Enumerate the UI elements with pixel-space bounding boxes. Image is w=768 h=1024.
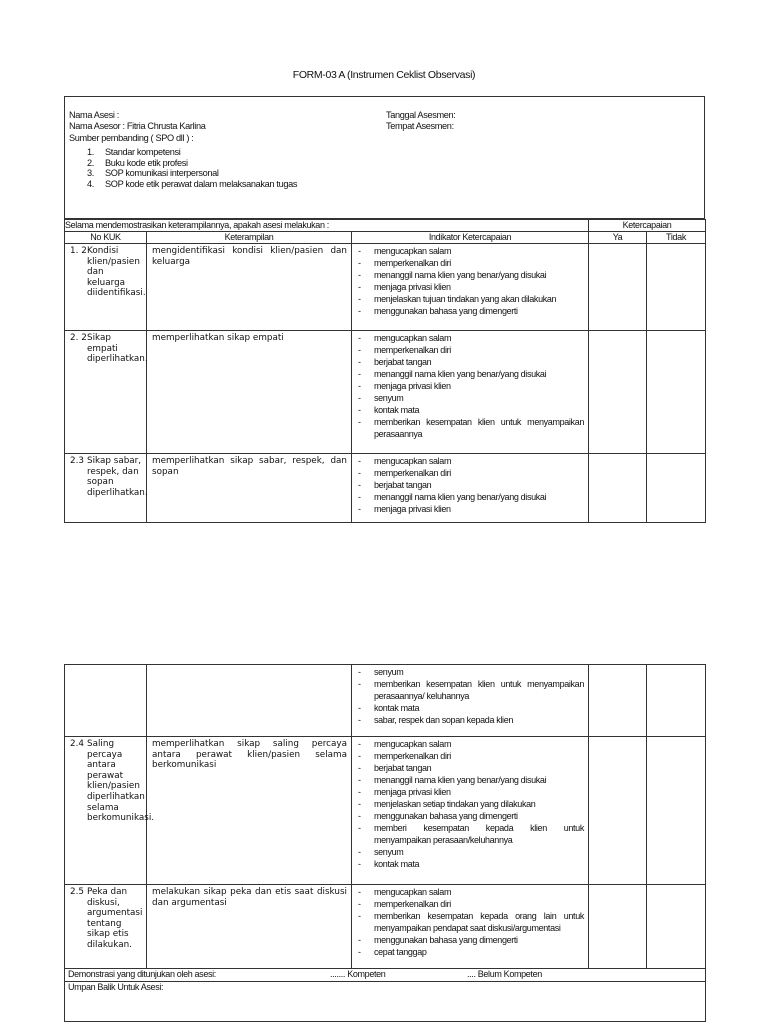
- form-title: FORM-03 A (Instrumen Ceklist Observasi): [292, 69, 476, 81]
- bullet-dash: -: [358, 405, 361, 415]
- indikator-item: [358, 344, 584, 356]
- indikator-text: mengucapkan salam: [374, 333, 452, 343]
- kuk-number-cell: [65, 885, 147, 969]
- kuk-text: Sikap empati diperlihatkan.: [87, 333, 148, 365]
- indikator-text: menanggil nama klien yang benar/yang disukai: [374, 492, 547, 502]
- indikator-text: memberikan kesempatan klien untuk menyampaikan perasaannya/ keluhannya: [374, 679, 584, 701]
- bullet-dash: -: [358, 456, 361, 466]
- bullet-dash: -: [358, 847, 361, 857]
- indikator-item: [358, 798, 584, 810]
- indikator-item: [358, 738, 584, 750]
- indikator-cell: [352, 885, 589, 969]
- bullet-dash: -: [358, 899, 361, 909]
- keterampilan-cell: memperlihatkan sikap saling percaya antara perawat klien/pasien selama berkomunikasi: [147, 737, 352, 885]
- indikator-item: [358, 380, 584, 392]
- indikator-text: memberikan kesempatan klien untuk menyampaikan perasaannya: [374, 417, 585, 439]
- indikator-text: menanggil nama klien yang benar/yang disukai: [374, 775, 547, 785]
- indikator-text: senyum: [374, 667, 404, 677]
- indikator-list: [352, 885, 588, 960]
- checklist-table-page1: [64, 219, 706, 523]
- keterampilan-cell: mengidentifikasi kondisi klien/pasien dan keluarga: [147, 244, 352, 331]
- ketercapaian-header: Ketercapaian: [589, 220, 706, 232]
- ya-checkbox-cell[interactable]: [589, 454, 647, 523]
- indikator-item: [358, 332, 584, 344]
- indikator-item: [358, 934, 584, 946]
- tidak-checkbox-cell[interactable]: [647, 737, 706, 885]
- source-list: [87, 147, 297, 189]
- bullet-dash: -: [358, 258, 361, 268]
- indikator-cell: [352, 244, 589, 331]
- kuk-row: [65, 331, 706, 454]
- kuk-text: Sikap sabar, respek, dan sopan diperlihatkan.: [87, 456, 148, 498]
- tidak-checkbox-cell[interactable]: [647, 244, 706, 331]
- source-item: 2. Buku kode etik profesi: [87, 157, 188, 168]
- bullet-dash: -: [358, 763, 361, 773]
- col-no-kuk: No KUK: [65, 232, 147, 244]
- indikator-item: [358, 678, 584, 702]
- indikator-text: memperkenalkan diri: [374, 258, 451, 268]
- bullet-dash: -: [358, 715, 361, 725]
- indikator-text: cepat tanggap: [374, 947, 427, 957]
- indikator-text: menanggil nama klien yang benar/yang disukai: [374, 270, 547, 280]
- indikator-item: [358, 946, 584, 958]
- indikator-text: menggunakan bahasa yang dimengerti: [374, 306, 518, 316]
- bullet-dash: -: [358, 799, 361, 809]
- kuk-number-cell: [65, 331, 147, 454]
- bullet-dash: -: [358, 345, 361, 355]
- indikator-text: berjabat tangan: [374, 357, 432, 367]
- bullet-dash: -: [358, 887, 361, 897]
- indikator-text: menggunakan bahasa yang dimengerti: [374, 811, 518, 821]
- tidak-checkbox-cell[interactable]: [647, 331, 706, 454]
- indikator-item: [358, 491, 584, 503]
- bullet-dash: -: [358, 739, 361, 749]
- indikator-item: [358, 822, 584, 846]
- bullet-dash: -: [358, 492, 361, 502]
- source-item: 1. Standar kompetensi: [87, 147, 181, 157]
- kuk-number-cell: [65, 244, 147, 331]
- bullet-dash: -: [358, 859, 361, 869]
- indikator-cell: [352, 454, 589, 523]
- indikator-list: [352, 665, 588, 728]
- indikator-text: menggunakan bahasa yang dimengerti: [374, 935, 518, 945]
- indikator-text: mengucapkan salam: [374, 456, 452, 466]
- bullet-dash: -: [358, 667, 361, 677]
- kuk-row: [65, 737, 706, 885]
- kuk-number: 2.5: [70, 887, 84, 897]
- indikator-text: memperkenalkan diri: [374, 345, 451, 355]
- tempat-asesmen-label: Tempat Asesmen:: [386, 121, 454, 131]
- indikator-text: menanggil nama klien yang benar/yang disukai: [374, 369, 547, 379]
- kuk-text: Kondisi klien/pasien dan keluarga diidentifikasi.: [87, 246, 146, 299]
- indikator-text: senyum: [374, 847, 404, 857]
- indikator-item: [358, 467, 584, 479]
- bullet-dash: -: [358, 468, 361, 478]
- keterampilan-cell: memperlihatkan sikap sabar, respek, dan sopan: [147, 454, 352, 523]
- bullet-dash: -: [358, 480, 361, 490]
- assessment-header: [64, 96, 705, 219]
- kompeten-option[interactable]: ....... Kompeten: [330, 969, 386, 979]
- keterampilan-cell: melakukan sikap peka dan etis saat diskusi dan argumentasi: [147, 885, 352, 969]
- bullet-dash: -: [358, 306, 361, 316]
- indikator-item: [358, 810, 584, 822]
- indikator-text: memperkenalkan diri: [374, 899, 451, 909]
- indikator-item: [358, 846, 584, 858]
- indikator-item: [358, 281, 584, 293]
- belum-kompeten-option[interactable]: .... Belum Kompeten: [467, 969, 542, 979]
- kuk-number-cell: [65, 454, 147, 523]
- kuk-row: [65, 665, 706, 737]
- bullet-dash: -: [358, 911, 361, 921]
- bullet-dash: -: [358, 787, 361, 797]
- indikator-text: memperkenalkan diri: [374, 751, 451, 761]
- source-item: 3. SOP komunikasi interpersonal: [87, 168, 219, 179]
- indikator-text: kontak mata: [374, 859, 420, 869]
- indikator-item: [358, 886, 584, 898]
- indikator-item: [358, 910, 584, 934]
- bullet-dash: -: [358, 282, 361, 292]
- bullet-dash: -: [358, 823, 361, 833]
- ya-checkbox-cell[interactable]: [589, 737, 647, 885]
- kuk-text: Saling percaya antara perawat klien/pasien diperlihatkan selama berkomunikasi.: [87, 739, 155, 824]
- col-keterampilan: Keterampilan: [147, 232, 352, 244]
- bullet-dash: -: [358, 393, 361, 403]
- indikator-text: berjabat tangan: [374, 480, 432, 490]
- indikator-item: [358, 762, 584, 774]
- indikator-item: [358, 356, 584, 368]
- checklist-table-page2: [64, 664, 706, 1022]
- indikator-item: [358, 479, 584, 491]
- indikator-list: [352, 454, 588, 517]
- sumber-pembanding-label: Sumber pembanding ( SPO dll ) :: [69, 133, 194, 143]
- ya-checkbox-cell[interactable]: [589, 885, 647, 969]
- tanggal-asesmen-label: Tanggal Asesmen:: [386, 110, 456, 120]
- indikator-text: menjelaskan setiap tindakan yang dilakukan: [374, 799, 536, 809]
- indikator-text: memperkenalkan diri: [374, 468, 451, 478]
- keterampilan-cell: memperlihatkan sikap empati: [147, 331, 352, 454]
- indikator-text: sabar, respek dan sopan kepada klien: [374, 715, 514, 725]
- ya-checkbox-cell[interactable]: [589, 665, 647, 737]
- bullet-dash: -: [358, 947, 361, 957]
- bullet-dash: -: [358, 333, 361, 343]
- col-indikator: Indikator Ketercapaian: [352, 232, 589, 244]
- indikator-text: memberi kesempatan kepada klien untuk menyampaikan perasaan/keluhannya: [374, 823, 584, 845]
- kuk-row: [65, 885, 706, 969]
- indikator-item: [358, 392, 584, 404]
- indikator-item: [358, 404, 584, 416]
- kuk-text: Peka dan diskusi, argumentasi tentang sikap etis dilakukan.: [87, 887, 143, 950]
- bullet-dash: -: [358, 369, 361, 379]
- indikator-item: [358, 858, 584, 870]
- kuk-number-cell: [65, 737, 155, 885]
- tidak-checkbox-cell[interactable]: [647, 454, 706, 523]
- indikator-text: menjaga privasi klien: [374, 282, 451, 292]
- indikator-item: [358, 714, 584, 726]
- bullet-dash: -: [358, 935, 361, 945]
- indikator-item: [358, 305, 584, 317]
- kuk-number-cell: [65, 665, 147, 737]
- indikator-text: berjabat tangan: [374, 763, 432, 773]
- indikator-item: [358, 503, 584, 515]
- col-ya: Ya: [589, 232, 647, 244]
- indikator-item: [358, 368, 584, 380]
- bullet-dash: -: [358, 751, 361, 761]
- kuk-row: [65, 454, 706, 523]
- indikator-list: [352, 737, 588, 872]
- indikator-item: [358, 269, 584, 281]
- indikator-cell: [352, 665, 589, 737]
- indikator-list: [352, 244, 588, 319]
- bullet-dash: -: [358, 504, 361, 514]
- indikator-cell: [352, 331, 589, 454]
- indikator-item: [358, 786, 584, 798]
- ya-checkbox-cell[interactable]: [589, 331, 647, 454]
- indikator-item: [358, 750, 584, 762]
- indikator-text: kontak mata: [374, 703, 420, 713]
- bullet-dash: -: [358, 811, 361, 821]
- demonstrasi-label: Demonstrasi yang ditunjukan oleh asesi:: [68, 969, 216, 979]
- tidak-checkbox-cell[interactable]: [647, 665, 706, 737]
- kuk-number: 2.3: [70, 456, 84, 466]
- bullet-dash: -: [358, 775, 361, 785]
- umpan-balik-row: [65, 982, 706, 1022]
- nama-asesi-label: Nama Asesi :: [69, 110, 119, 120]
- bullet-dash: -: [358, 357, 361, 367]
- indikator-item: [358, 774, 584, 786]
- indikator-item: [358, 257, 584, 269]
- kuk-number: 2. 2: [70, 333, 87, 343]
- indikator-text: menjelaskan tujuan tindakan yang akan dilakukan: [374, 294, 557, 304]
- bullet-dash: -: [358, 417, 361, 427]
- indikator-item: [358, 245, 584, 257]
- nama-asesor-label: Nama Asesor : Fitria Chrusta Karlina: [69, 121, 206, 131]
- demonstrasi-row: [65, 969, 706, 982]
- kuk-number: 1. 2: [70, 246, 87, 256]
- indikator-text: menjaga privasi klien: [374, 381, 451, 391]
- indikator-text: kontak mata: [374, 405, 420, 415]
- indikator-cell: [352, 737, 589, 885]
- bullet-dash: -: [358, 270, 361, 280]
- tidak-checkbox-cell[interactable]: [647, 885, 706, 969]
- indikator-list: [352, 331, 588, 442]
- bullet-dash: -: [358, 294, 361, 304]
- indikator-item: [358, 293, 584, 305]
- source-item: 4. SOP kode etik perawat dalam melaksanakan tugas: [87, 178, 298, 189]
- umpan-balik-label: Umpan Balik Untuk Asesi:: [68, 982, 164, 992]
- kuk-row: [65, 244, 706, 331]
- kuk-number: 2.4: [70, 739, 84, 749]
- bullet-dash: -: [358, 679, 361, 689]
- indikator-text: mengucapkan salam: [374, 739, 452, 749]
- ya-checkbox-cell[interactable]: [589, 244, 647, 331]
- intro-row: Selama mendemostrasikan keterampilannya, apakah asesi melakukan :: [65, 220, 589, 232]
- indikator-text: senyum: [374, 393, 404, 403]
- indikator-item: [358, 455, 584, 467]
- indikator-text: memberikan kesempatan kepada orang lain untuk menyampaikan pendapat saat diskusi/argumentasi: [374, 911, 584, 933]
- indikator-item: [358, 898, 584, 910]
- col-tidak: Tidak: [647, 232, 706, 244]
- bullet-dash: -: [358, 381, 361, 391]
- indikator-text: mengucapkan salam: [374, 887, 452, 897]
- bullet-dash: -: [358, 246, 361, 256]
- indikator-item: [358, 416, 584, 440]
- indikator-item: [358, 702, 584, 714]
- indikator-text: menjaga privasi klien: [374, 504, 451, 514]
- indikator-text: menjaga privasi klien: [374, 787, 451, 797]
- keterampilan-cell: [147, 665, 352, 737]
- indikator-item: [358, 666, 584, 678]
- indikator-text: mengucapkan salam: [374, 246, 452, 256]
- bullet-dash: -: [358, 703, 361, 713]
